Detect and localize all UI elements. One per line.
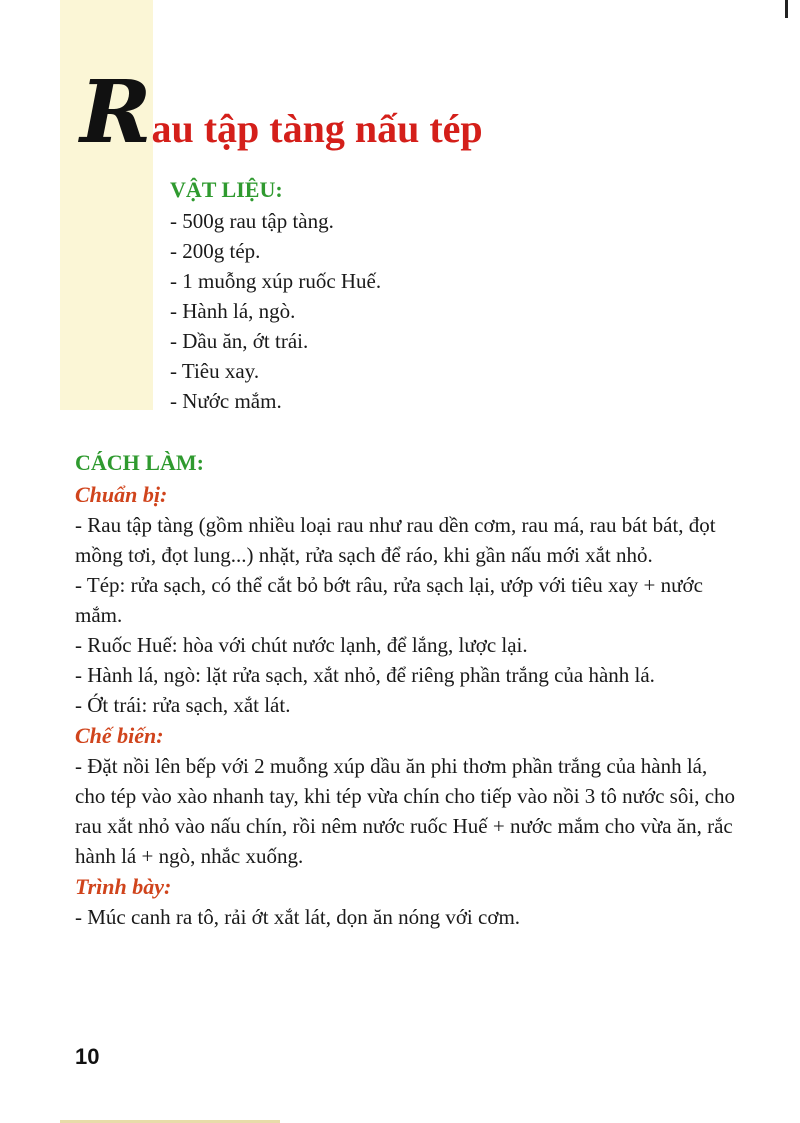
material-item: - 500g rau tập tàng.	[170, 209, 334, 233]
cook-step: - Đặt nồi lên bếp với 2 muỗng xúp dầu ăn phi thơm phần trắng của hành lá, cho tép vào xào nhanh tay, khi tép vừa chín cho tiếp vào nồi 3 tô nước sôi, cho rau xắt nhỏ vào nấu chín, rồi nêm nước ruốc Huế + nước mắm cho vừa ăn, rắc hành lá + ngò, nhắc xuống.	[75, 754, 736, 868]
material-item: - Tiêu xay.	[170, 359, 260, 383]
decorative-top-band	[60, 0, 153, 40]
cook-heading: Chế biến:	[75, 723, 164, 748]
prep-step: - Hành lá, ngò: lặt rửa sạch, xắt nhỏ, để riêng phần trắng của hành lá.	[75, 663, 655, 687]
prep-step: - Tép: rửa sạch, có thể cắt bỏ bớt râu, rửa sạch lại, ướp với tiêu xay + nước mắm.	[75, 573, 703, 627]
material-item: - Hành lá, ngò.	[170, 299, 296, 323]
materials-section	[170, 173, 590, 416]
recipe-title	[80, 62, 483, 163]
prep-heading: Chuẩn bị:	[75, 482, 168, 507]
serve-heading: Trình bày:	[75, 874, 172, 899]
page-number: 10	[75, 1044, 100, 1069]
prep-step: - Ruốc Huế: hòa với chút nước lạnh, để lắng, lược lại.	[75, 633, 528, 657]
material-item: - Nước mắm.	[170, 389, 282, 413]
material-item: - Dầu ăn, ớt trái.	[170, 329, 309, 353]
method-section	[75, 446, 735, 932]
prep-step: - Ớt trái: rửa sạch, xắt lát.	[75, 693, 291, 717]
title-text: au tập tàng nấu tép	[151, 106, 483, 151]
title-drop-cap: R	[80, 62, 150, 163]
prep-step: - Rau tập tàng (gồm nhiều loại rau như rau dền cơm, rau má, rau bát bát, đọt mồng tơi, đọt lung...) nhặt, rửa sạch để ráo, khi gần nấu mới xắt nhỏ.	[75, 513, 716, 567]
serve-step: - Múc canh ra tô, rải ớt xắt lát, dọn ăn nóng với cơm.	[75, 905, 521, 929]
materials-heading: VẬT LIỆU:	[170, 177, 283, 202]
method-heading: CÁCH LÀM:	[75, 450, 204, 475]
crop-mark	[785, 0, 788, 18]
material-item: - 200g tép.	[170, 239, 261, 263]
material-item: - 1 muỗng xúp ruốc Huế.	[170, 269, 382, 293]
